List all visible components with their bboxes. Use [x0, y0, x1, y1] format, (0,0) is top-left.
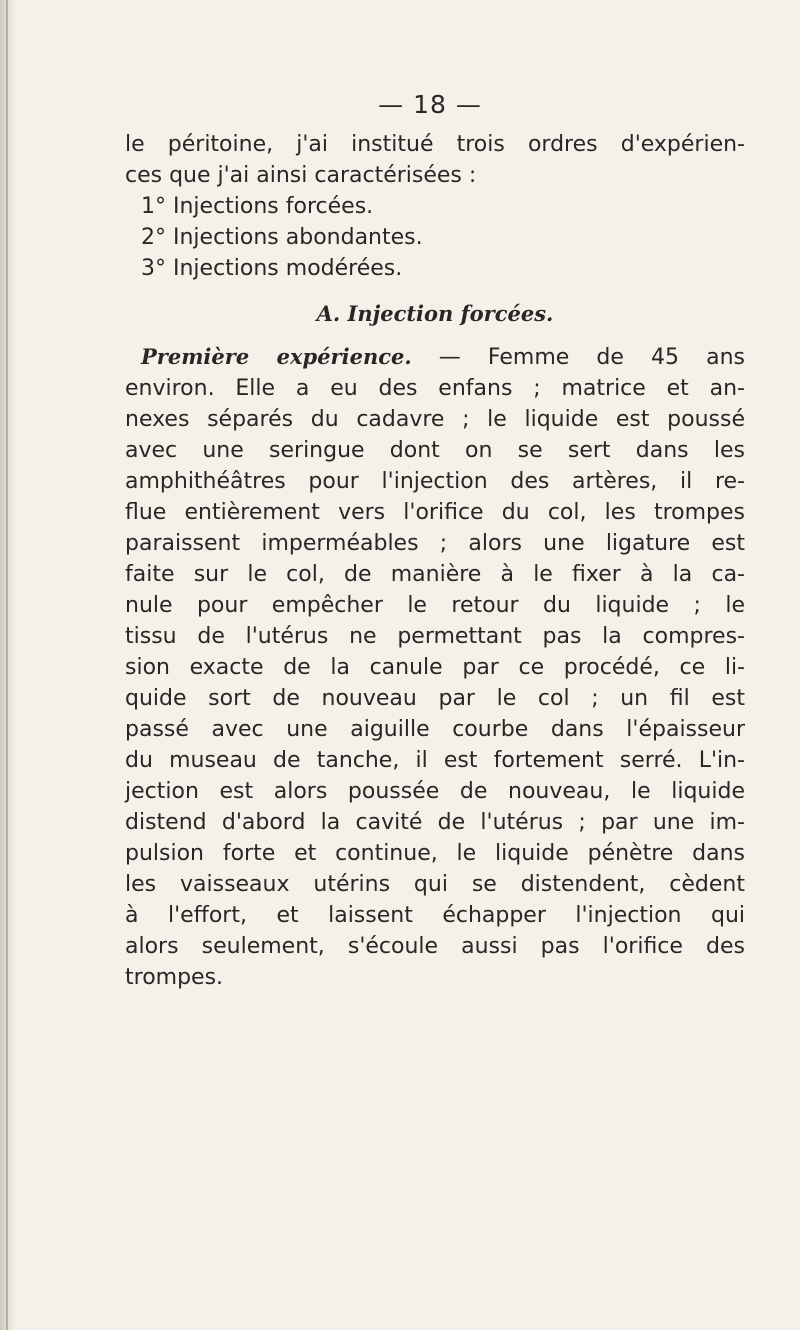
experiment-label: Première expérience. [141, 344, 412, 369]
text-line: trompes. [125, 965, 224, 990]
text-line: pulsion forte et continue, le liquide pénètre dans [125, 841, 745, 866]
text-line: ces que j'ai ainsi caractérisées : [125, 163, 477, 188]
text-line: les vaisseaux utérins qui se distendent, cèdent [125, 872, 745, 897]
text-line: nexes séparés du cadavre ; le liquide est poussé [125, 407, 745, 432]
text-line: amphithéâtres pour l'injection des artères, il re- [125, 469, 745, 494]
text-line: du museau de tanche, il est fortement serré. L'in- [125, 748, 745, 773]
text-line: environ. Elle a eu des enfans ; matrice et an- [125, 376, 745, 401]
page-number: — 18 — [378, 90, 482, 119]
book-page [125, 90, 745, 993]
list-item: 1° Injections forcées. [141, 194, 374, 219]
text-line: avec une seringue dont on se sert dans les [125, 438, 745, 463]
text-line: jection est alors poussée de nouveau, le liquide [125, 779, 745, 804]
text-line: nule pour empêcher le retour du liquide ; le [125, 593, 745, 618]
text-line: paraissent imperméables ; alors une ligature est [125, 531, 745, 556]
text-line: tissu de l'utérus ne permettant pas la compres- [125, 624, 745, 649]
text-line: faite sur le col, de manière à le fixer à la ca- [125, 562, 745, 587]
experiment-heading-line [125, 341, 745, 373]
text-line: le péritoine, j'ai institué trois ordres d'expérien- [125, 132, 745, 157]
book-spine-edge [6, 0, 8, 1330]
experiment-first-line: — Femme de 45 ans [411, 345, 745, 370]
section-title: A. Injection forcées. [316, 301, 554, 326]
book-spine-shadow [0, 0, 16, 1330]
list-item: 2° Injections abondantes. [141, 225, 423, 250]
text-line: quide sort de nouveau par le col ; un fil est [125, 686, 745, 711]
text-line: alors seulement, s'écoule aussi pas l'orifice des [125, 934, 745, 959]
text-line: sion exacte de la canule par ce procédé, ce li- [125, 655, 745, 680]
text-line: à l'effort, et laissent échapper l'injection qui [125, 903, 745, 928]
list-item: 3° Injections modérées. [141, 256, 403, 281]
text-line: flue entièrement vers l'orifice du col, les trompes [125, 500, 745, 525]
text-line: distend d'abord la cavité de l'utérus ; par une im- [125, 810, 745, 835]
text-line: passé avec une aiguille courbe dans l'épaisseur [125, 717, 745, 742]
